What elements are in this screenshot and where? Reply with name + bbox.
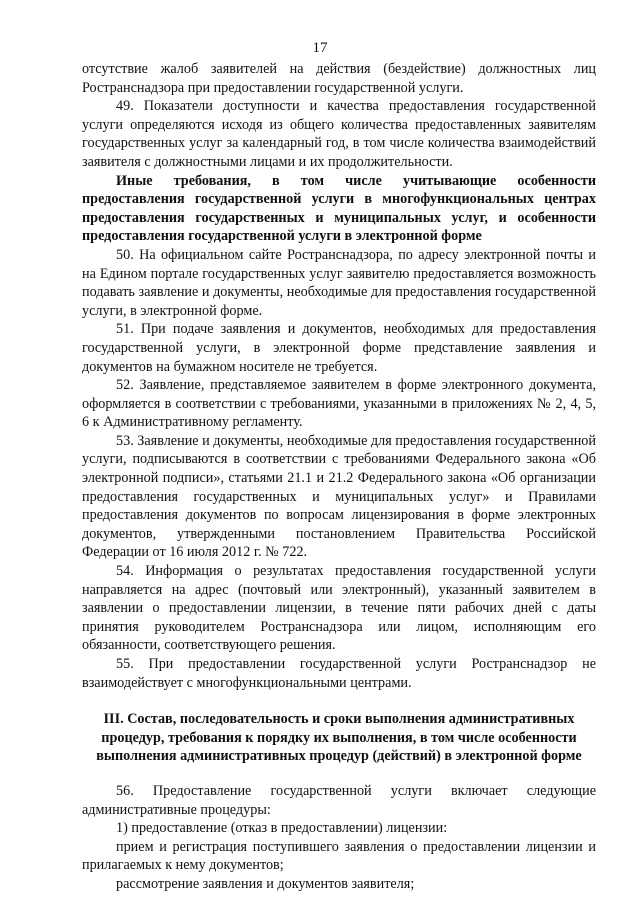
paragraph-49: 49. Показатели доступности и качества предоставления государственной услуги определяются исходя из общего количества предоставленных заявителям государственных услуг за календарный год, в том числе количества взаимодействий заявителя с должностными лицами и их продолжительности. [82,98,596,170]
list-subitem-reception: прием и регистрация поступившего заявления о предоставлении лицензии и прилагаемых к нему документов; [82,838,596,874]
section-heading-iii: III. Состав, последовательность и сроки выполнения административных процедур, требования к порядку их выполнения, в том числе особенности выполнения административных процедур (действий) в электронной форме [96,711,582,765]
paragraph-55: 55. При предоставлении государственной услуги Ространснадзор не взаимодействует с многофункциональными центрами. [82,656,596,691]
paragraph-continuation: отсутствие жалоб заявителей на действия (бездействие) должностных лиц Ространснадзора при предоставлении государственной услуги. [82,61,596,96]
paragraph-54: 54. Информация о результатах предоставления государственной услуги направляется на адрес (почтовый или электронный), указанный заявителем в заявлении о предоставлении лицензии, в течение пяти рабочих дней с даты принятия руководителем Ространснадзора или лицом, исполняющим его обязанности, соответствующего решения. [82,563,596,654]
page-number: 17 [312,40,328,56]
subheading-other-requirements: Иные требования, в том числе учитывающие особенности предоставления государственной услуги в многофункциональных центрах предоставления государственных и муниципальных услуг, и особенности предоставления государственной услуги в электронной форме [82,172,596,245]
document-body [82,60,596,894]
list-subitem-review: рассмотрение заявления и документов заявителя; [116,875,415,892]
paragraph-50: 50. На официальном сайте Ространснадзора, по адресу электронной почты и на Едином портале государственных услуг заявителю предоставляется возможность подавать заявление и документы, необходимые для предоставления государственной услуги, в электронной форме. [82,246,596,319]
paragraph-56: 56. Предоставление государственной услуги включает следующие административные процедуры: [82,782,596,818]
list-item-1: 1) предоставление (отказ в предоставлении) лицензии: [116,820,448,837]
paragraph-53: 53. Заявление и документы, необходимые для предоставления государственной услуги, подписываются в соответствии с требованиями Федерального закона «Об электронной подписи», статьями 21.1 и 21.2 Федерального закона «Об организации предоставления государственных и муниципальных услуг» и Правилами предоставления документов по вопросам лицензирования в форме электронных документов, утвержденными постановлением Правительства Российской Федерации от 16 июля 2012 г. № 722. [82,432,596,561]
paragraph-51: 51. При подаче заявления и документов, необходимых для предоставления государственной услуги, в электронной форме представление заявления и документов на бумажном носителе не требуется. [82,321,596,375]
paragraph-52: 52. Заявление, представляемое заявителем в форме электронного документа, оформляется в соответствии с требованиями, указанными в приложениях № 2, 4, 5, 6 к Административному регламенту. [82,377,596,431]
